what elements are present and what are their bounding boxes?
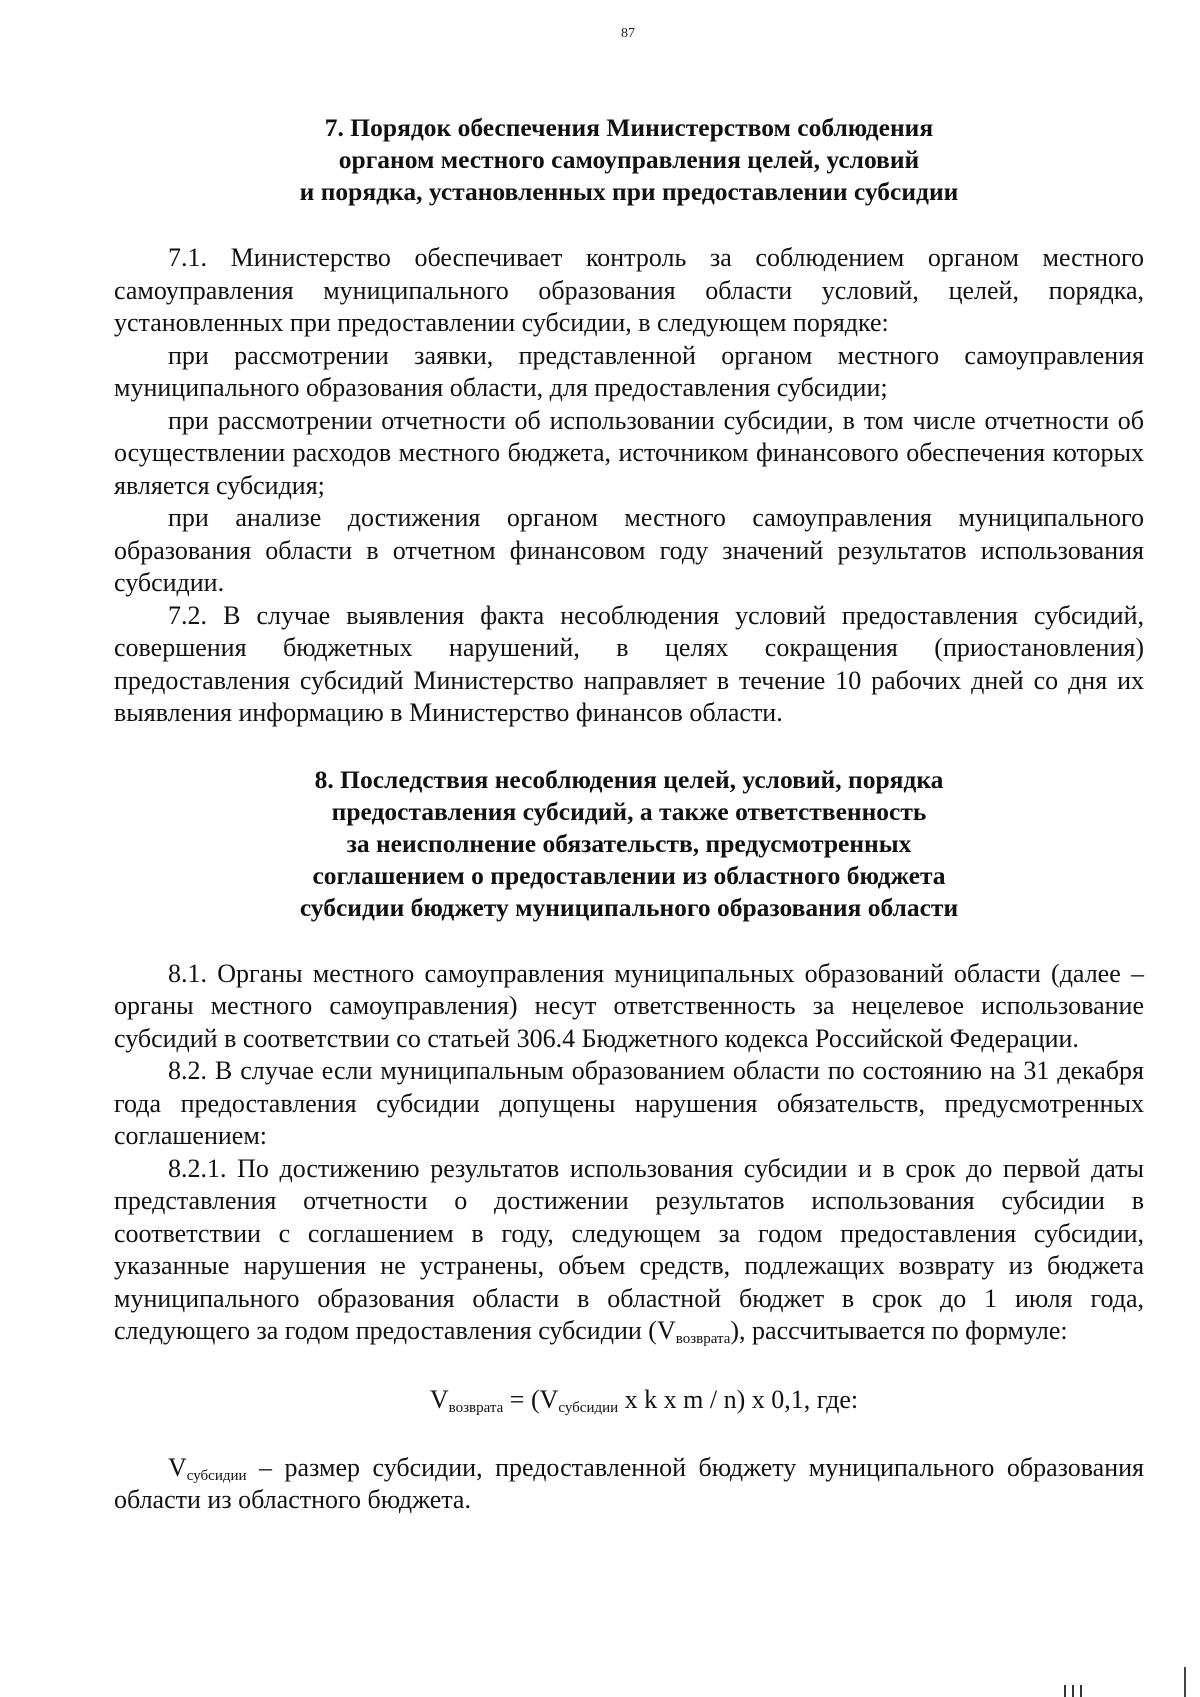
definition-v-subsidy xyxy=(114,1452,1144,1517)
definition-var: V xyxy=(168,1452,187,1482)
section-7-heading xyxy=(114,112,1144,208)
refund-formula xyxy=(114,1384,1144,1416)
paragraph-7-1-item: при рассмотрении отчетности об использовании субсидии, в том числе отчетности об осуществлении расходов местного бюджета, источником финансового обеспечения которых является субсидия; xyxy=(114,405,1144,500)
paragraph-7-1-item: при рассмотрении заявки, представленной органом местного самоуправления муниципального образования области, для предоставления субсидии; xyxy=(114,340,1144,402)
section-8-heading-line: 8. Последствия несоблюдения целей, условий, порядка xyxy=(314,764,944,794)
paragraph-7-2: 7.2. В случае выявления факта несоблюдения условий предоставления субсидий, совершения бюджетных нарушений, в целях сокращения (приостановления) предоставления субсидий Министерство направляет в течение 10 рабочих дней со дня их выявления информацию в Министерство финансов области. xyxy=(114,600,1144,727)
section-8-heading-line: за неисполнение обязательств, предусмотренных xyxy=(346,828,912,858)
section-7-heading-line: 7. Порядок обеспечения Министерством соблюдения xyxy=(324,113,934,142)
formula-equals: = ( xyxy=(503,1384,540,1414)
formula-rhs-var: V xyxy=(539,1384,559,1414)
section-8-heading-line: соглашением о предоставлении из областного бюджета xyxy=(312,860,946,890)
paragraph-8-1: 8.1. Органы местного самоуправления муниципальных образований области (далее – органы местного самоуправления) несут ответственность за нецелевое использование субсидий в соответствии со статьей 306.4 Бюджетного кодекса Российской Федерации. xyxy=(114,958,1144,1053)
scan-artifact-marks xyxy=(1064,1683,1144,1697)
section-7-heading-line: и порядка, установленных при предоставлении субсидии xyxy=(299,177,959,206)
document-body xyxy=(114,112,1144,1517)
formula-lhs-var: V xyxy=(429,1384,449,1414)
formula-rhs-rest: x k x m / n) x 0,1, где: xyxy=(618,1384,859,1414)
variable-v: V xyxy=(656,1316,676,1345)
section-8-heading-line: субсидии бюджету муниципального образования области xyxy=(299,892,959,922)
section-7-heading-line: органом местного самоуправления целей, условий xyxy=(338,145,920,174)
formula-rhs-subscript: субсидии xyxy=(558,1399,619,1416)
section-8-heading xyxy=(114,764,1144,924)
page-number: 87 xyxy=(621,26,635,41)
paragraph-8-2-1-text: 8.2.1. По достижению результатов использования субсидии и в срок до первой даты представления отчетности о достижении результатов использования субсидии в соответствии с соглашением в году, следующем за годом предоставления субсидии, указанные нарушения не устранены, объем средств, подлежащих возврату из бюджета муниципального образования области в областной бюджет в срок до 1 июля года, следующего за годом предоставления субсидии ( xyxy=(114,1153,1144,1345)
paragraph-8-2-1 xyxy=(114,1153,1144,1348)
section-8-heading-line: предоставления субсидий, а также ответственность xyxy=(331,796,927,826)
paragraph-7-1: 7.1. Министерство обеспечивает контроль за соблюдением органом местного самоуправления муниципального образования области условий, целей, порядка, установленных при предоставлении субсидии, в следующем порядке: xyxy=(114,243,1144,337)
formula-lhs-subscript: возврата xyxy=(448,1399,504,1416)
paragraph-8-2-1-end: ), рассчитывается по формуле: xyxy=(730,1316,1068,1345)
paragraph-7-1-item: при анализе достижения органом местного самоуправления муниципального образования области в отчетном финансовом году значений результатов использования субсидии. xyxy=(114,503,1144,597)
paragraph-8-2: 8.2. В случае если муниципальным образованием области по состоянию на 31 декабря года предоставления субсидии допущены нарушения обязательств, предусмотренных соглашением: xyxy=(114,1056,1144,1150)
variable-subscript: возврата xyxy=(675,1331,731,1347)
scan-edge-line xyxy=(1184,1667,1186,1697)
definition-subscript: субсидии xyxy=(186,1467,247,1484)
definition-text: – размер субсидии, предоставленной бюджету муниципального образования области из областного бюджета. xyxy=(114,1452,1144,1514)
